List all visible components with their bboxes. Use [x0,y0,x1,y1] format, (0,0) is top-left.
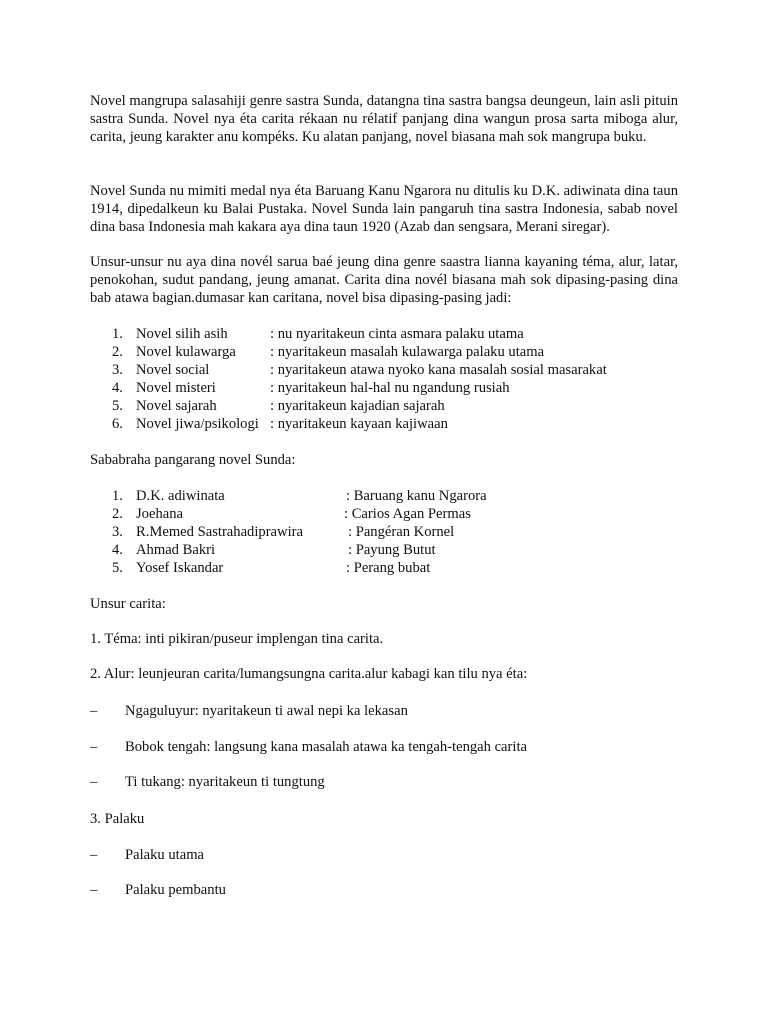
list-item: 4. Novel misteri : nyaritakeun hal-hal nu ngandung rusiah [112,380,510,396]
list-item: – Palaku utama [90,847,205,863]
unsur-heading: Unsur carita: [90,596,166,612]
intro-paragraph: Novel mangrupa salasahiji genre sastra Sunda, datangna tina sastra bangsa deungeun, lain asli pituin sastra Sunda. Novel nya éta carita rékaan nu rélatif panjang dina wangun prosa sarta miboga alur, carita, jeung karakter anu kompéks. Ku alatan panjang, novel biasana mah sok mangrupa buku. [90,93,678,145]
list-item: 3. R.Memed Sastrahadiprawira : Pangéran Kornel [112,524,455,540]
novel-types-list [90,325,678,433]
dash-bullet: – [90,774,98,790]
list-item: 3. Novel social : nyaritakeun atawa nyoko kana masalah sosial masarakat [112,362,607,378]
authors-heading: Sababraha pangarang novel Sunda: [90,452,296,468]
list-item: 1. D.K. adiwinata : Baruang kanu Ngarora [112,488,487,504]
palaku-item: 3. Palaku [90,811,145,827]
list-item: – Ti tukang: nyaritakeun ti tungtung [90,774,325,790]
list-item: 4. Ahmad Bakri : Payung Butut [112,542,436,558]
alur-item: 2. Alur: leunjeuran carita/lumangsungna carita.alur kabagi kan tilu nya éta: [90,666,528,682]
dash-bullet: – [90,739,98,755]
authors-list [90,487,678,577]
list-item: – Ngaguluyur: nyaritakeun ti awal nepi ka lekasan [90,703,408,719]
list-item: 2. Novel kulawarga : nyaritakeun masalah kulawarga palaku utama [112,344,545,360]
dash-bullet: – [90,882,98,898]
list-item: – Bobok tengah: langsung kana masalah atawa ka tengah-tengah carita [90,739,527,755]
tema-item: 1. Téma: inti pikiran/puseur implengan tina carita. [90,631,384,647]
list-item: – Palaku pembantu [90,882,226,898]
history-paragraph: Novel Sunda nu mimiti medal nya éta Baruang Kanu Ngarora nu ditulis ku D.K. adiwinata dina taun 1914, dipedalkeun ku Balai Pustaka. Novel Sunda lain pangaruh tina sastra Indonesia, sabab novel dina basa Indonesia mah kakara aya dina taun 1920 (Azab dan sengsara, Merani siregar). [90,183,678,235]
list-item: 5. Novel sajarah : nyaritakeun kajadian sajarah [112,398,445,414]
dash-bullet: – [90,703,98,719]
list-item: 2. Joehana : Carios Agan Permas [112,506,471,522]
elements-paragraph: Unsur-unsur nu aya dina novél sarua baé jeung dina genre saastra lianna kayaning téma, alur, latar, penokohan, sudut pandang, jeung amanat. Carita dina novél biasana mah sok dipasing-pasing dina bab atawa bagian.dumasar kan caritana, novel bisa dipasing-pasing jadi: [90,254,678,306]
list-item: 6. Novel jiwa/psikologi : nyaritakeun kayaan kajiwaan [112,416,448,432]
list-item: 5. Yosef Iskandar : Perang bubat [112,560,431,576]
list-item: 1. Novel silih asih : nu nyaritakeun cinta asmara palaku utama [112,326,524,342]
dash-bullet: – [90,847,98,863]
